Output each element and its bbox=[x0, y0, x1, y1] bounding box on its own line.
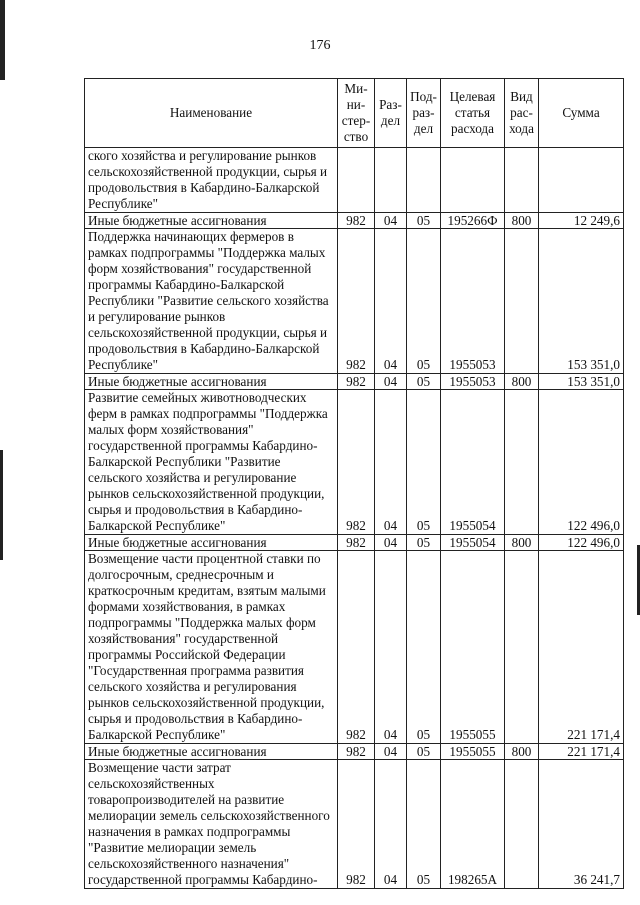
cell-ministry: 982 bbox=[338, 229, 375, 374]
cell-subsection: 05 bbox=[407, 390, 441, 535]
cell-ministry: 982 bbox=[338, 760, 375, 889]
col-header-target-article: Целевая статья расхода bbox=[441, 79, 505, 148]
cell-name: Иные бюджетные ассигнования bbox=[85, 744, 338, 760]
table-header-row bbox=[85, 79, 624, 148]
cell-ministry bbox=[338, 148, 375, 213]
cell-sum: 221 171,4 bbox=[539, 744, 624, 760]
cell-name: ского хозяйства и регулирование рынков сельскохозяйственной продукции, сырья и продовольствия в Кабардино-Балкарской Республике" bbox=[85, 148, 338, 213]
cell-ministry: 982 bbox=[338, 535, 375, 551]
cell-name: Возмещение части затрат сельскохозяйственных товаропроизводителей на развитие мелиорации земель сельскохозяйственного назначения в рамках подпрограммы "Развитие мелиорации земель сельскохозяйственного назначения" государственной программы Кабардино- bbox=[85, 760, 338, 889]
col-header-ministry: Ми-ни-стер-ство bbox=[338, 79, 375, 148]
budget-table bbox=[84, 78, 624, 889]
cell-expense-type bbox=[505, 760, 539, 889]
cell-section: 04 bbox=[375, 551, 407, 744]
col-header-subsection: Под-раз-дел bbox=[407, 79, 441, 148]
cell-section: 04 bbox=[375, 390, 407, 535]
table-row bbox=[85, 744, 624, 760]
cell-name: Развитие семейных животноводческих ферм в рамках подпрограммы "Поддержка малых форм хозяйствования" государственной программы Кабардино-Балкарской Республики "Развитие сельского хозяйства и регулирование рынков сельскохозяйственной продукции, сырья и продовольствия в Кабардино-Балкарской Республике" bbox=[85, 390, 338, 535]
cell-subsection: 05 bbox=[407, 374, 441, 390]
cell-subsection: 05 bbox=[407, 535, 441, 551]
cell-name: Иные бюджетные ассигнования bbox=[85, 374, 338, 390]
cell-expense-type bbox=[505, 229, 539, 374]
cell-expense-type bbox=[505, 390, 539, 535]
cell-ministry: 982 bbox=[338, 551, 375, 744]
cell-subsection: 05 bbox=[407, 744, 441, 760]
col-header-name: Наименование bbox=[85, 79, 338, 148]
cell-subsection: 05 bbox=[407, 551, 441, 744]
cell-name: Иные бюджетные ассигнования bbox=[85, 213, 338, 229]
cell-expense-type: 800 bbox=[505, 374, 539, 390]
table-row bbox=[85, 390, 624, 535]
cell-section: 04 bbox=[375, 213, 407, 229]
cell-target-article: 195266Ф bbox=[441, 213, 505, 229]
cell-sum: 36 241,7 bbox=[539, 760, 624, 889]
cell-ministry: 982 bbox=[338, 390, 375, 535]
cell-sum bbox=[539, 148, 624, 213]
cell-subsection bbox=[407, 148, 441, 213]
cell-section: 04 bbox=[375, 744, 407, 760]
table-row bbox=[85, 535, 624, 551]
cell-section: 04 bbox=[375, 374, 407, 390]
cell-target-article: 1955054 bbox=[441, 535, 505, 551]
cell-target-article: 1955053 bbox=[441, 229, 505, 374]
cell-subsection: 05 bbox=[407, 229, 441, 374]
cell-name: Возмещение части процентной ставки по долгосрочным, среднесрочным и краткосрочным кредитам, взятым малыми формами хозяйствования, в рамках подпрограммы "Поддержка малых форм хозяйствования" государственной программы Российской Федерации "Государственная программа развития сельского хозяйства и регулирования рынков сельскохозяйственной продукции, сырья и продовольствия в Кабардино-Балкарской Республике" bbox=[85, 551, 338, 744]
cell-ministry: 982 bbox=[338, 744, 375, 760]
table-row bbox=[85, 213, 624, 229]
cell-name: Поддержка начинающих фермеров в рамках подпрограммы "Поддержка малых форм хозяйствования" государственной программы Кабардино-Балкарской Республики "Развитие сельского хозяйства и регулирование рынков сельскохозяйственной продукции, сырья и продовольствия в Кабардино-Балкарской Республике" bbox=[85, 229, 338, 374]
col-header-expense-type: Вид рас-хода bbox=[505, 79, 539, 148]
table-row bbox=[85, 229, 624, 374]
table-row bbox=[85, 374, 624, 390]
table-row bbox=[85, 148, 624, 213]
cell-section bbox=[375, 148, 407, 213]
cell-subsection: 05 bbox=[407, 760, 441, 889]
cell-sum: 122 496,0 bbox=[539, 390, 624, 535]
cell-section: 04 bbox=[375, 229, 407, 374]
scan-edge-mark bbox=[0, 450, 3, 560]
cell-target-article: 1955055 bbox=[441, 551, 505, 744]
cell-section: 04 bbox=[375, 760, 407, 889]
cell-target-article bbox=[441, 148, 505, 213]
cell-subsection: 05 bbox=[407, 213, 441, 229]
cell-section: 04 bbox=[375, 535, 407, 551]
cell-expense-type bbox=[505, 551, 539, 744]
cell-target-article: 1955055 bbox=[441, 744, 505, 760]
cell-target-article: 1955053 bbox=[441, 374, 505, 390]
col-header-sum: Сумма bbox=[539, 79, 624, 148]
cell-sum: 122 496,0 bbox=[539, 535, 624, 551]
cell-expense-type: 800 bbox=[505, 213, 539, 229]
cell-sum: 12 249,6 bbox=[539, 213, 624, 229]
cell-name: Иные бюджетные ассигнования bbox=[85, 535, 338, 551]
cell-ministry: 982 bbox=[338, 374, 375, 390]
cell-sum: 153 351,0 bbox=[539, 229, 624, 374]
page-number: 176 bbox=[309, 38, 331, 53]
cell-target-article: 198265А bbox=[441, 760, 505, 889]
cell-ministry: 982 bbox=[338, 213, 375, 229]
cell-sum: 221 171,4 bbox=[539, 551, 624, 744]
table-row bbox=[85, 551, 624, 744]
cell-expense-type bbox=[505, 148, 539, 213]
cell-target-article: 1955054 bbox=[441, 390, 505, 535]
col-header-section: Раз-дел bbox=[375, 79, 407, 148]
cell-expense-type: 800 bbox=[505, 535, 539, 551]
table-row bbox=[85, 760, 624, 889]
cell-expense-type: 800 bbox=[505, 744, 539, 760]
cell-sum: 153 351,0 bbox=[539, 374, 624, 390]
